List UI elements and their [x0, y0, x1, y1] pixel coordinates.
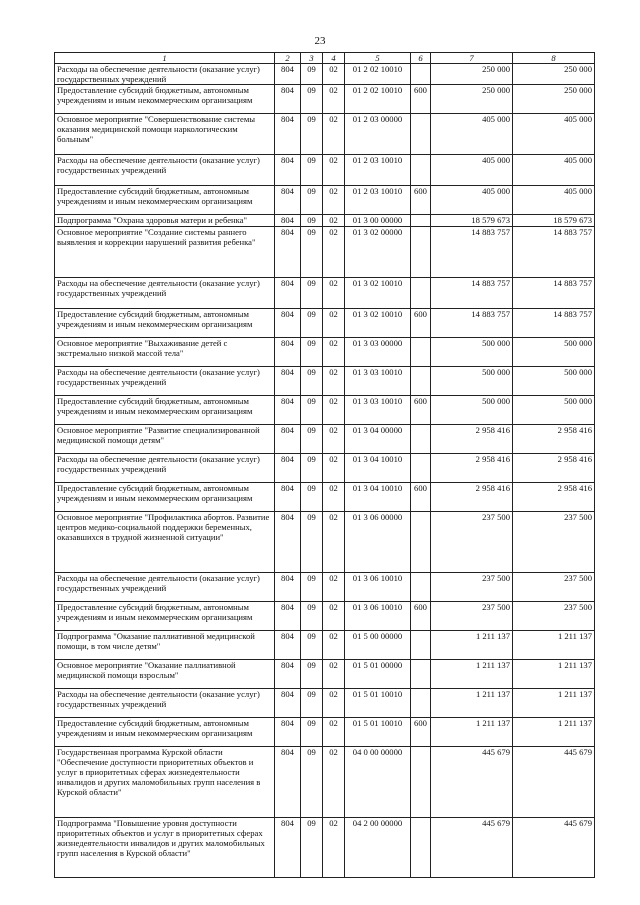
row-admin-code: 804 — [275, 367, 301, 396]
row-amount-year-2: 250 000 — [513, 64, 595, 85]
row-amount-year-2: 250 000 — [513, 85, 595, 114]
row-expense-type — [411, 367, 431, 396]
row-admin-code: 804 — [275, 747, 301, 818]
row-amount-year-2: 405 000 — [513, 186, 595, 215]
table-row — [55, 602, 595, 631]
row-amount-year-1: 14 883 757 — [431, 227, 513, 278]
row-admin-code: 804 — [275, 573, 301, 602]
row-amount-year-2: 14 883 757 — [513, 227, 595, 278]
table-row — [55, 660, 595, 689]
row-amount-year-2: 405 000 — [513, 114, 595, 155]
table-row — [55, 396, 595, 425]
row-amount-year-2: 405 000 — [513, 155, 595, 186]
row-section: 09 — [301, 278, 323, 309]
row-amount-year-1: 2 958 416 — [431, 425, 513, 454]
row-amount-year-1: 445 679 — [431, 747, 513, 818]
table-row — [55, 425, 595, 454]
row-target-code: 01 3 03 10010 — [345, 367, 411, 396]
row-amount-year-1: 405 000 — [431, 114, 513, 155]
table-row — [55, 227, 595, 278]
col-header-5: 5 — [345, 53, 411, 64]
table-row — [55, 512, 595, 573]
row-admin-code: 804 — [275, 396, 301, 425]
row-name: Предоставление субсидий бюджетным, автономным учреждениям и иным некоммерческим организациям — [55, 396, 275, 425]
row-admin-code: 804 — [275, 818, 301, 878]
row-subsection: 02 — [323, 114, 345, 155]
row-expense-type — [411, 155, 431, 186]
col-header-3: 3 — [301, 53, 323, 64]
row-admin-code: 804 — [275, 602, 301, 631]
budget-table — [54, 52, 595, 878]
col-header-2: 2 — [275, 53, 301, 64]
row-target-code: 01 3 04 10010 — [345, 483, 411, 512]
row-subsection: 02 — [323, 718, 345, 747]
row-admin-code: 804 — [275, 309, 301, 338]
row-section: 09 — [301, 309, 323, 338]
row-subsection: 02 — [323, 573, 345, 602]
row-amount-year-1: 500 000 — [431, 396, 513, 425]
row-subsection: 02 — [323, 338, 345, 367]
row-amount-year-2: 1 211 137 — [513, 689, 595, 718]
row-admin-code: 804 — [275, 215, 301, 227]
row-expense-type — [411, 573, 431, 602]
row-expense-type — [411, 660, 431, 689]
table-row — [55, 483, 595, 512]
row-section: 09 — [301, 660, 323, 689]
row-amount-year-2: 445 679 — [513, 818, 595, 878]
row-subsection: 02 — [323, 309, 345, 338]
row-target-code: 01 2 03 00000 — [345, 114, 411, 155]
row-amount-year-2: 1 211 137 — [513, 718, 595, 747]
row-expense-type — [411, 512, 431, 573]
row-expense-type — [411, 454, 431, 483]
row-amount-year-2: 500 000 — [513, 396, 595, 425]
row-section: 09 — [301, 396, 323, 425]
row-admin-code: 804 — [275, 114, 301, 155]
table-row — [55, 186, 595, 215]
row-target-code: 01 3 02 10010 — [345, 278, 411, 309]
row-section: 09 — [301, 818, 323, 878]
row-subsection: 02 — [323, 631, 345, 660]
row-expense-type — [411, 689, 431, 718]
row-name: Расходы на обеспечение деятельности (оказание услуг) государственных учреждений — [55, 64, 275, 85]
row-admin-code: 804 — [275, 631, 301, 660]
row-amount-year-2: 2 958 416 — [513, 454, 595, 483]
table-row — [55, 718, 595, 747]
row-admin-code: 804 — [275, 689, 301, 718]
row-name: Расходы на обеспечение деятельности (оказание услуг) государственных учреждений — [55, 367, 275, 396]
row-name: Расходы на обеспечение деятельности (оказание услуг) государственных учреждений — [55, 454, 275, 483]
row-section: 09 — [301, 512, 323, 573]
row-target-code: 01 2 02 10010 — [345, 85, 411, 114]
row-amount-year-1: 1 211 137 — [431, 631, 513, 660]
row-subsection: 02 — [323, 660, 345, 689]
row-section: 09 — [301, 425, 323, 454]
table-row — [55, 114, 595, 155]
row-amount-year-1: 237 500 — [431, 602, 513, 631]
row-expense-type — [411, 425, 431, 454]
row-admin-code: 804 — [275, 338, 301, 367]
row-subsection: 02 — [323, 396, 345, 425]
row-expense-type — [411, 818, 431, 878]
row-amount-year-1: 445 679 — [431, 818, 513, 878]
table-row — [55, 338, 595, 367]
row-amount-year-2: 2 958 416 — [513, 483, 595, 512]
table-row — [55, 454, 595, 483]
row-target-code: 04 0 00 00000 — [345, 747, 411, 818]
row-target-code: 01 2 03 10010 — [345, 186, 411, 215]
row-target-code: 01 3 03 10010 — [345, 396, 411, 425]
table-row — [55, 64, 595, 85]
row-admin-code: 804 — [275, 512, 301, 573]
row-amount-year-1: 2 958 416 — [431, 483, 513, 512]
row-name: Государственная программа Курской области "Обеспечение доступности приоритетных объектов и услуг в приоритетных сферах жизнедеятельности инвалидов и других маломобильных групп населения в Курской области" — [55, 747, 275, 818]
col-header-1: 1 — [55, 53, 275, 64]
row-admin-code: 804 — [275, 454, 301, 483]
row-subsection: 02 — [323, 64, 345, 85]
row-admin-code: 804 — [275, 64, 301, 85]
col-header-7: 7 — [431, 53, 513, 64]
row-expense-type: 600 — [411, 718, 431, 747]
row-section: 09 — [301, 155, 323, 186]
row-amount-year-2: 18 579 673 — [513, 215, 595, 227]
row-target-code: 01 5 01 00000 — [345, 660, 411, 689]
row-section: 09 — [301, 602, 323, 631]
row-section: 09 — [301, 186, 323, 215]
row-subsection: 02 — [323, 215, 345, 227]
row-name: Расходы на обеспечение деятельности (оказание услуг) государственных учреждений — [55, 689, 275, 718]
row-subsection: 02 — [323, 512, 345, 573]
row-section: 09 — [301, 483, 323, 512]
row-section: 09 — [301, 573, 323, 602]
row-expense-type: 600 — [411, 483, 431, 512]
row-name: Расходы на обеспечение деятельности (оказание услуг) государственных учреждений — [55, 573, 275, 602]
row-target-code: 01 3 02 00000 — [345, 227, 411, 278]
row-target-code: 01 3 00 00000 — [345, 215, 411, 227]
row-name: Основное мероприятие "Профилактика абортов. Развитие центров медико-социальной поддержки беременных, оказавшихся в трудной жизненной ситуации" — [55, 512, 275, 573]
row-subsection: 02 — [323, 186, 345, 215]
row-target-code: 01 3 06 10010 — [345, 602, 411, 631]
row-name: Расходы на обеспечение деятельности (оказание услуг) государственных учреждений — [55, 155, 275, 186]
row-section: 09 — [301, 454, 323, 483]
row-target-code: 01 2 02 10010 — [345, 64, 411, 85]
row-amount-year-1: 405 000 — [431, 155, 513, 186]
row-subsection: 02 — [323, 602, 345, 631]
row-admin-code: 804 — [275, 278, 301, 309]
row-section: 09 — [301, 114, 323, 155]
row-amount-year-1: 405 000 — [431, 186, 513, 215]
row-amount-year-1: 14 883 757 — [431, 278, 513, 309]
row-expense-type — [411, 747, 431, 818]
row-subsection: 02 — [323, 278, 345, 309]
row-amount-year-2: 2 958 416 — [513, 425, 595, 454]
row-amount-year-2: 237 500 — [513, 573, 595, 602]
row-name: Предоставление субсидий бюджетным, автономным учреждениям и иным некоммерческим организациям — [55, 483, 275, 512]
row-name: Предоставление субсидий бюджетным, автономным учреждениям и иным некоммерческим организациям — [55, 309, 275, 338]
row-name: Подпрограмма "Повышение уровня доступности приоритетных объектов и услуг в приоритетных сферах жизнедеятельности инвалидов и других маломобильных групп населения в Курской области" — [55, 818, 275, 878]
table-row — [55, 278, 595, 309]
table-row — [55, 818, 595, 878]
table-row — [55, 747, 595, 818]
row-expense-type — [411, 338, 431, 367]
row-expense-type — [411, 227, 431, 278]
row-subsection: 02 — [323, 483, 345, 512]
row-subsection: 02 — [323, 747, 345, 818]
row-amount-year-1: 14 883 757 — [431, 309, 513, 338]
row-admin-code: 804 — [275, 660, 301, 689]
row-expense-type: 600 — [411, 396, 431, 425]
row-name: Подпрограмма "Оказание паллиативной медицинской помощи, в том числе детям" — [55, 631, 275, 660]
row-name: Предоставление субсидий бюджетным, автономным учреждениям и иным некоммерческим организациям — [55, 85, 275, 114]
row-amount-year-2: 500 000 — [513, 338, 595, 367]
row-section: 09 — [301, 215, 323, 227]
row-subsection: 02 — [323, 155, 345, 186]
row-amount-year-1: 2 958 416 — [431, 454, 513, 483]
table-row — [55, 631, 595, 660]
col-header-6: 6 — [411, 53, 431, 64]
row-amount-year-1: 18 579 673 — [431, 215, 513, 227]
row-amount-year-1: 1 211 137 — [431, 718, 513, 747]
table-row — [55, 689, 595, 718]
row-section: 09 — [301, 747, 323, 818]
row-expense-type: 600 — [411, 602, 431, 631]
row-target-code: 01 5 01 10010 — [345, 689, 411, 718]
row-amount-year-2: 14 883 757 — [513, 278, 595, 309]
row-admin-code: 804 — [275, 155, 301, 186]
row-target-code: 01 3 04 00000 — [345, 425, 411, 454]
row-name: Расходы на обеспечение деятельности (оказание услуг) государственных учреждений — [55, 278, 275, 309]
row-expense-type — [411, 64, 431, 85]
row-name: Основное мероприятие "Развитие специализированной медицинской помощи детям" — [55, 425, 275, 454]
row-target-code: 01 5 01 10010 — [345, 718, 411, 747]
row-target-code: 04 2 00 00000 — [345, 818, 411, 878]
row-expense-type — [411, 278, 431, 309]
row-expense-type: 600 — [411, 85, 431, 114]
row-subsection: 02 — [323, 818, 345, 878]
row-subsection: 02 — [323, 454, 345, 483]
row-name: Основное мероприятие "Создание системы раннего выявления и коррекции нарушений развития ребенка" — [55, 227, 275, 278]
row-section: 09 — [301, 227, 323, 278]
row-section: 09 — [301, 631, 323, 660]
row-admin-code: 804 — [275, 186, 301, 215]
row-amount-year-2: 1 211 137 — [513, 660, 595, 689]
row-amount-year-2: 14 883 757 — [513, 309, 595, 338]
row-admin-code: 804 — [275, 85, 301, 114]
row-section: 09 — [301, 367, 323, 396]
row-section: 09 — [301, 689, 323, 718]
row-subsection: 02 — [323, 425, 345, 454]
row-target-code: 01 3 06 00000 — [345, 512, 411, 573]
row-expense-type: 600 — [411, 186, 431, 215]
row-admin-code: 804 — [275, 718, 301, 747]
row-section: 09 — [301, 64, 323, 85]
row-amount-year-1: 237 500 — [431, 573, 513, 602]
row-amount-year-1: 500 000 — [431, 367, 513, 396]
row-amount-year-2: 445 679 — [513, 747, 595, 818]
row-amount-year-2: 237 500 — [513, 602, 595, 631]
row-target-code: 01 3 06 10010 — [345, 573, 411, 602]
table-row — [55, 367, 595, 396]
row-amount-year-1: 250 000 — [431, 64, 513, 85]
row-section: 09 — [301, 85, 323, 114]
table-row — [55, 215, 595, 227]
row-expense-type: 600 — [411, 309, 431, 338]
table-row — [55, 309, 595, 338]
row-amount-year-1: 1 211 137 — [431, 689, 513, 718]
row-name: Предоставление субсидий бюджетным, автономным учреждениям и иным некоммерческим организациям — [55, 602, 275, 631]
row-target-code: 01 3 04 10010 — [345, 454, 411, 483]
row-amount-year-2: 1 211 137 — [513, 631, 595, 660]
row-name: Основное мероприятие "Выхаживание детей с экстремально низкой массой тела" — [55, 338, 275, 367]
row-amount-year-1: 1 211 137 — [431, 660, 513, 689]
col-header-4: 4 — [323, 53, 345, 64]
table-row — [55, 85, 595, 114]
row-name: Подпрограмма "Охрана здоровья матери и ребенка" — [55, 215, 275, 227]
row-admin-code: 804 — [275, 483, 301, 512]
row-target-code: 01 5 00 00000 — [345, 631, 411, 660]
row-amount-year-1: 250 000 — [431, 85, 513, 114]
row-expense-type — [411, 215, 431, 227]
row-expense-type — [411, 631, 431, 660]
row-target-code: 01 2 03 10010 — [345, 155, 411, 186]
row-expense-type — [411, 114, 431, 155]
row-amount-year-1: 500 000 — [431, 338, 513, 367]
table-row — [55, 155, 595, 186]
row-name: Предоставление субсидий бюджетным, автономным учреждениям и иным некоммерческим организациям — [55, 718, 275, 747]
page-number: 23 — [314, 35, 326, 47]
row-amount-year-2: 237 500 — [513, 512, 595, 573]
row-subsection: 02 — [323, 85, 345, 114]
row-name: Основное мероприятие "Совершенствование системы оказания медицинской помощи наркологическим больным" — [55, 114, 275, 155]
table-row — [55, 573, 595, 602]
row-amount-year-1: 237 500 — [431, 512, 513, 573]
row-name: Предоставление субсидий бюджетным, автономным учреждениям и иным некоммерческим организациям — [55, 186, 275, 215]
row-target-code: 01 3 02 10010 — [345, 309, 411, 338]
col-header-8: 8 — [513, 53, 595, 64]
row-name: Основное мероприятие "Оказание паллиативной медицинской помощи взрослым" — [55, 660, 275, 689]
row-admin-code: 804 — [275, 227, 301, 278]
row-admin-code: 804 — [275, 425, 301, 454]
header-row — [55, 53, 595, 64]
row-amount-year-2: 500 000 — [513, 367, 595, 396]
row-section: 09 — [301, 338, 323, 367]
row-subsection: 02 — [323, 227, 345, 278]
row-section: 09 — [301, 718, 323, 747]
row-subsection: 02 — [323, 689, 345, 718]
row-target-code: 01 3 03 00000 — [345, 338, 411, 367]
row-subsection: 02 — [323, 367, 345, 396]
